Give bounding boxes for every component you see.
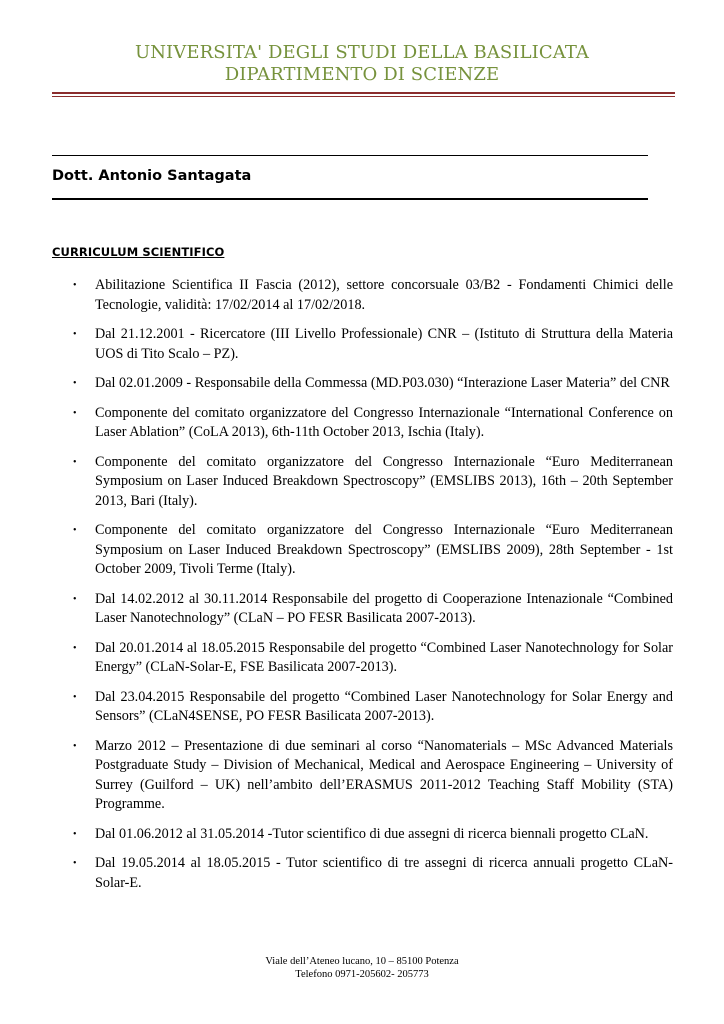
bullet-icon: •: [73, 740, 77, 752]
list-item: • Componente del comitato organizzatore del Congresso Internazionale “Euro Mediterranean Symposium on Laser Induced Breakdown Spectroscopy” (EMSLIBS 2009), 28th September - 1st October 2009, Tivoli Terme (Italy).: [73, 522, 673, 577]
list-item: • Componente del comitato organizzatore del Congresso Internazionale “International Conference on Laser Ablation” (CoLA 2013), 6th-11th October 2013, Ischia (Italy).: [73, 404, 673, 440]
bullet-icon: •: [73, 858, 77, 869]
list-item: • Marzo 2012 – Presentazione di due seminari al corso “Nanomaterials – MSc Advanced Materials Postgraduate Study – Division of Mechanical, Medical and Aerospace Engineering – University of Surrey (Guilford – UK) nell’ambito dell’ERASMUS 2011-2012 Teaching Staff Mobility (STA) Programme.: [73, 737, 673, 812]
footer-phone: Telefono 0971-205602- 205773: [295, 969, 429, 980]
list-item: • Componente del comitato organizzatore del Congresso Internazionale “Euro Mediterranean Symposium on Laser Induced Breakdown Spectroscopy” (EMSLIBS 2013), 16th – 20th September 2013, Bari (Italy).: [73, 453, 673, 509]
bullet-icon: •: [73, 642, 77, 654]
list-item: • Dal 01.06.2012 al 31.05.2014 -Tutor scientifico di due assegni di ricerca biennali progetto CLaN.: [52, 825, 673, 845]
name-rule-bottom: [52, 198, 648, 200]
bullet-icon: •: [73, 456, 77, 468]
list-item: • Dal 21.12.2001 - Ricercatore (III Livello Professionale) CNR – (Istituto di Struttura della Materia UOS di Tito Scalo – PZ).: [73, 326, 673, 362]
list-item: • Dal 14.02.2012 al 30.11.2014 Responsabile del progetto di Cooperazione Intenazionale “Combined Laser Nanotechnology” (CLaN – PO FESR Basilicata 2007-2013).: [73, 590, 673, 626]
list-item: • Abilitazione Scientifica II Fascia (2012), settore concorsuale 03/B2 - Fondamenti Chimici delle Tecnologie, validità: 17/02/2014 al 17/02/2018.: [73, 277, 673, 313]
bullet-icon: •: [73, 329, 77, 340]
bullet-icon: •: [73, 280, 77, 291]
curriculum-list: [52, 276, 673, 903]
bullet-icon: •: [73, 691, 77, 703]
bullet-icon: •: [73, 407, 77, 419]
list-item: • Dal 20.01.2014 al 18.05.2015 Responsabile del progetto “Combined Laser Nanotechnology for Solar Energy” (CLaN-Solar-E, FSE Basilicata 2007-2013).: [73, 639, 673, 675]
list-item: • Dal 02.01.2009 - Responsabile della Commessa (MD.P03.030) “Interazione Laser Materia” del CNR: [52, 374, 673, 394]
letterhead: [0, 42, 724, 86]
university-name: UNIVERSITA' DEGLI STUDI DELLA BASILICATA: [134, 42, 590, 63]
list-item: • Dal 23.04.2015 Responsabile del progetto “Combined Laser Nanotechnology for Solar Energy and Sensors” (CLaN4SENSE, PO FESR Basilicata 2007-2013).: [73, 688, 673, 724]
footer-address: Viale dell’Ateneo lucano, 10 – 85100 Potenza: [265, 956, 459, 967]
name-rule-top: [52, 155, 648, 156]
bullet-icon: •: [73, 593, 77, 605]
bullet-icon: •: [73, 828, 77, 840]
department-name: DIPARTIMENTO DI SCIENZE: [224, 64, 500, 85]
page-footer: [0, 955, 724, 981]
section-title: CURRICULUM SCIENTIFICO: [52, 245, 225, 259]
person-name: Dott. Antonio Santagata: [52, 168, 252, 184]
list-item: • Dal 19.05.2014 al 18.05.2015 - Tutor scientifico di tre assegni di ricerca annuali progetto CLaN-Solar-E.: [73, 855, 673, 891]
bullet-icon: •: [73, 525, 77, 536]
bullet-icon: •: [73, 378, 77, 389]
letterhead-divider: [52, 92, 675, 97]
